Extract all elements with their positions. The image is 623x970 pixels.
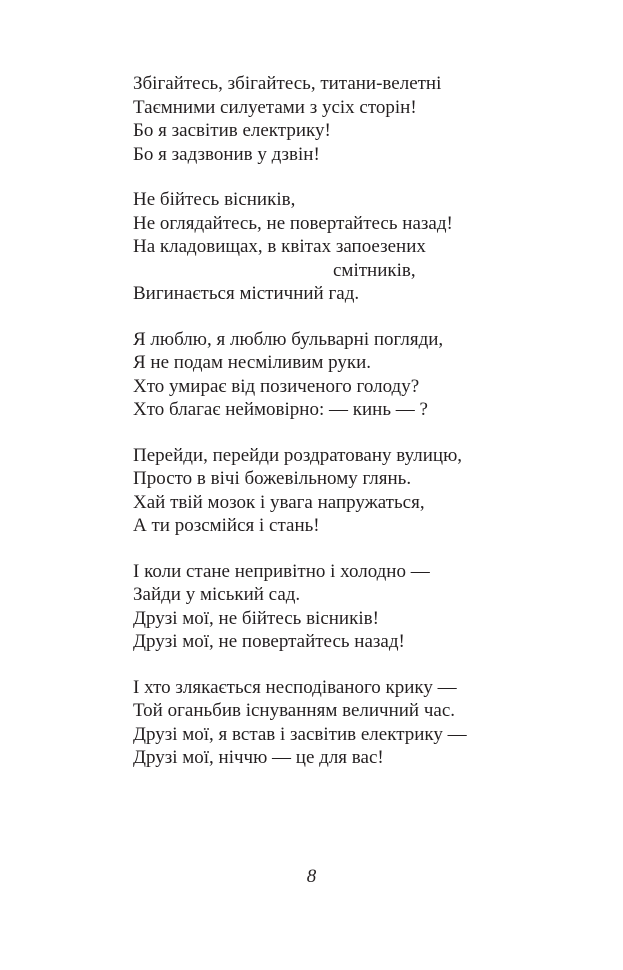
poem-line: Зайди у міський сад.: [133, 584, 301, 605]
poem-line: І хто злякається несподіваного крику —: [133, 676, 457, 698]
poem-line: Хто благає неймовірно: — кинь — ?: [133, 399, 428, 420]
poem-line: Не бійтесь вісників,: [133, 189, 296, 210]
poem-line: І коли стане непривітно і холодно —: [133, 560, 430, 582]
stanza-5: [133, 560, 493, 654]
poem-line: Бо я засвітив електрику!: [133, 120, 331, 141]
stanza-2: [133, 188, 493, 306]
poem-line: Друзі мої, не бійтесь вісників!: [133, 607, 379, 629]
page-number: 8: [306, 866, 317, 887]
poem-line: На кладовищах, в квітах запоезених: [133, 236, 426, 257]
poem-line: Таємними силуетами з усіх сторін!: [133, 96, 417, 118]
stanza-1: [133, 72, 493, 166]
poem-line: Друзі мої, я встав і засвітив електрику —: [133, 723, 467, 745]
poem-line-continuation: смітників,: [333, 259, 416, 281]
poem-line: Перейди, перейди роздратовану вулицю,: [133, 444, 463, 466]
poem-line: Бо я задзвонив у дзвін!: [133, 143, 320, 165]
poem-line: Хай твій мозок і увага напружаться,: [133, 491, 425, 513]
poem-line: Друзі мої, ніччю — це для вас!: [133, 747, 384, 768]
poem-line: Друзі мої, не повертайтесь назад!: [133, 631, 405, 652]
stanza-3: [133, 328, 493, 422]
poem: [133, 72, 493, 792]
poem-line: Я не подам несміливим руки.: [133, 352, 372, 373]
poem-line: Просто в вічі божевільному глянь.: [133, 468, 412, 489]
poem-line: Той оганьбив існуванням величний час.: [133, 700, 456, 721]
poem-line: Вигинається містичний гад.: [133, 283, 360, 304]
poem-line: Хто умирає від позиченого голоду?: [133, 375, 420, 397]
poem-line: Не оглядайтесь, не повертайтесь назад!: [133, 212, 453, 234]
poem-line: Я люблю, я люблю бульварні погляди,: [133, 328, 444, 350]
poem-line: Збігайтесь, збігайтесь, титани-велетні: [133, 73, 442, 94]
poem-line: А ти розсмійся і стань!: [133, 515, 320, 536]
stanza-4: [133, 444, 493, 538]
stanza-6: [133, 676, 493, 770]
